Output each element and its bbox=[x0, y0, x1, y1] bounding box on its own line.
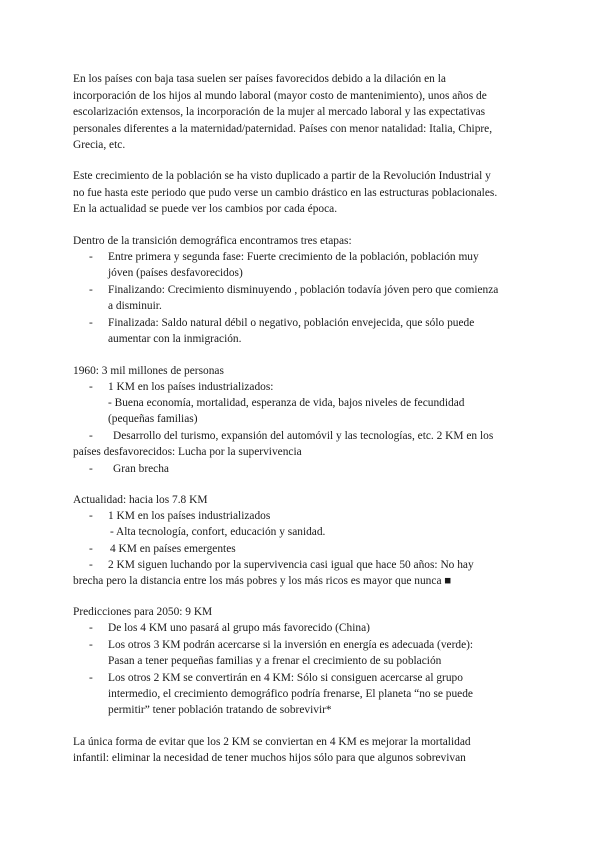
y1960-item2-cont: países desfavorecidos: Lucha por la supervivencia bbox=[73, 446, 302, 458]
final-line2: infantil: eliminar la necesidad de tener muchos hijos sólo para que algunos sobrevivan bbox=[73, 752, 466, 764]
para1-line5: Grecia, etc. bbox=[73, 139, 126, 151]
list-dash: - bbox=[89, 622, 93, 634]
list-dash: - bbox=[89, 251, 93, 263]
current-heading: Actualidad: hacia los 7.8 KM bbox=[73, 494, 208, 506]
para2-line2: no fue hasta este periodo que pudo verse un cambio drástico en las estructuras poblacionales. bbox=[73, 187, 498, 199]
list-dash: - bbox=[89, 559, 93, 571]
stage3-line2: aumentar con la inmigración. bbox=[108, 333, 242, 345]
list-dash: - bbox=[89, 510, 93, 522]
list-dash: - bbox=[89, 463, 93, 475]
list-dash: - bbox=[89, 543, 93, 555]
para1-line4: personales diferentes a la maternidad/paternidad. Países con menor natalidad: Italia, Chipre, bbox=[73, 123, 493, 135]
y1960-item1: 1 KM en los países industrializados: bbox=[108, 381, 274, 393]
para2-line3: En la actualidad se puede ver los cambios por cada época. bbox=[73, 203, 338, 215]
list-dash: - bbox=[89, 430, 93, 442]
para1-line1: En los países con baja tasa suelen ser países favorecidos debido a la dilación en la bbox=[73, 73, 446, 85]
list-dash: - bbox=[89, 672, 93, 684]
current-item3-cont: brecha pero la distancia entre los más pobres y los más ricos es mayor que nunca ■ bbox=[73, 575, 452, 587]
prediction3-line3: permitir” tener población tratando de sobrevivir* bbox=[108, 704, 332, 716]
final-line1: La única forma de evitar que los 2 KM se conviertan en 4 KM es mejorar la mortalidad bbox=[73, 736, 471, 748]
para1-line2: incorporación de los hijos al mundo laboral (mayor costo de mantenimiento), unos años de bbox=[73, 90, 487, 102]
prediction1-line1: De los 4 KM uno pasará al grupo más favorecido (China) bbox=[108, 622, 370, 634]
stages-heading: Dentro de la transición demográfica encontramos tres etapas: bbox=[73, 235, 352, 247]
stage1-line2: jóven (países desfavorecidos) bbox=[108, 267, 243, 279]
prediction3-line2: intermedio, el crecimiento demográfico podría frenarse, El planeta “no se puede bbox=[108, 688, 473, 700]
para2-line1: Este crecimiento de la población se ha visto duplicado a partir de la Revolución Industrial y bbox=[73, 170, 491, 182]
predictions-heading: Predicciones para 2050: 9 KM bbox=[73, 606, 213, 618]
prediction2-line1: Los otros 3 KM podrán acercarse si la inversión en energía es adecuada (verde): bbox=[108, 639, 474, 651]
year1960-heading: 1960: 3 mil millones de personas bbox=[73, 365, 224, 377]
prediction2-line2: Pasan a tener pequeñas familias y a frenar el crecimiento de su población bbox=[108, 655, 442, 667]
y1960-sub1: - Buena economía, mortalidad, esperanza de vida, bajos niveles de fecundidad bbox=[108, 397, 465, 409]
y1960-sub2: (pequeñas familias) bbox=[108, 413, 198, 425]
list-dash: - bbox=[89, 381, 93, 393]
list-dash: - bbox=[89, 317, 93, 329]
current-item1: 1 KM en los países industrializados bbox=[108, 510, 271, 522]
stage1-line1: Entre primera y segunda fase: Fuerte crecimiento de la población, población muy bbox=[108, 251, 479, 263]
current-sub1: - Alta tecnología, confort, educación y sanidad. bbox=[110, 526, 326, 538]
stage2-line2: a disminuir. bbox=[108, 300, 162, 312]
current-item2: 4 KM en países emergentes bbox=[110, 543, 236, 555]
list-dash: - bbox=[89, 639, 93, 651]
stage3-line1: Finalizada: Saldo natural débil o negativo, población envejecida, que sólo puede bbox=[108, 317, 475, 329]
stage2-line1: Finalizando: Crecimiento disminuyendo , población todavía jóven pero que comienza bbox=[108, 284, 499, 296]
y1960-item2: Desarrollo del turismo, expansión del automóvil y las tecnologías, etc. 2 KM en los bbox=[113, 430, 494, 442]
y1960-item3: Gran brecha bbox=[113, 463, 169, 475]
para1-line3: escolarización extensos, la incorporación de la mujer al mercado laboral y las expectativas bbox=[73, 106, 486, 118]
current-item3: 2 KM siguen luchando por la supervivencia casi igual que hace 50 años: No hay bbox=[108, 559, 474, 571]
list-dash: - bbox=[89, 284, 93, 296]
prediction3-line1: Los otros 2 KM se convertirán en 4 KM: Sólo si consiguen acercarse al grupo bbox=[108, 672, 463, 684]
